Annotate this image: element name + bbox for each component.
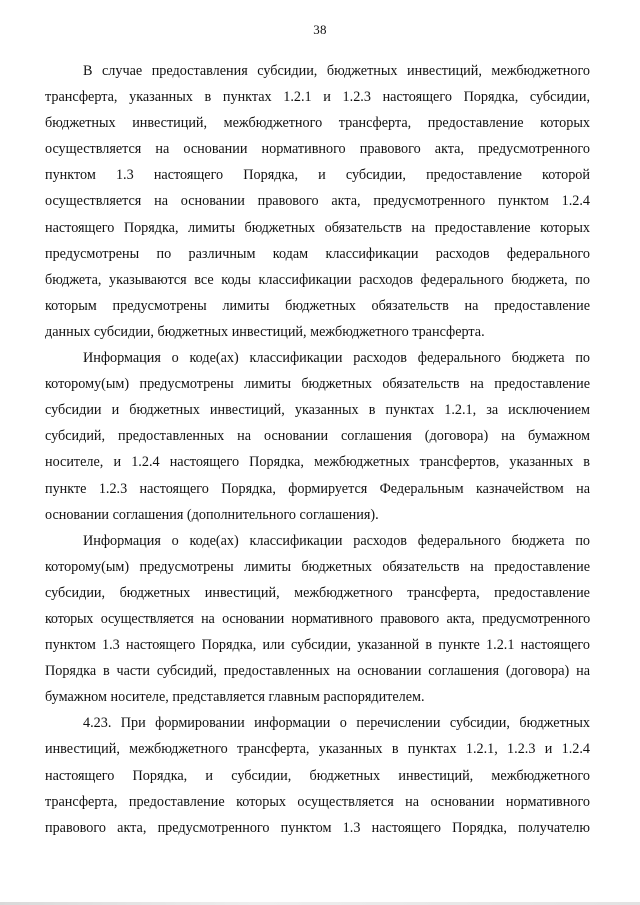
- text-line: которому(ым) предусмотрены лимиты бюджетных обязательств на предоставление: [45, 558, 590, 575]
- paragraph-2: [45, 345, 590, 528]
- paragraph-1: [45, 58, 590, 345]
- text-line: основании соглашения (дополнительного соглашения).: [45, 506, 379, 523]
- paragraph-4: [45, 710, 590, 840]
- text-line: Информация о коде(ах) классификации расходов федерального бюджета по: [83, 532, 590, 549]
- text-line: субсидии и бюджетных инвестиций, указанных в пунктах 1.2.1, за исключением: [45, 402, 590, 419]
- text-line: Информация о коде(ах) классификации расходов федерального бюджета по: [83, 350, 590, 367]
- text-line: носителе, и 1.2.4 настоящего Порядка, межбюджетных трансфертов, указанных в: [45, 454, 590, 471]
- text-line: пунктом 1.3 настоящего Порядка, и субсидии, предоставление которой: [45, 167, 590, 184]
- text-line: В случае предоставления субсидии, бюджетных инвестиций, межбюджетного: [83, 63, 590, 79]
- text-line: настоящего Порядка, и субсидии, бюджетных инвестиций, межбюджетного: [45, 767, 590, 784]
- text-line: субсидии, бюджетных инвестиций, межбюджетного трансферта, предоставление: [45, 584, 590, 601]
- text-line: которому(ым) предусмотрены лимиты бюджетных обязательств на предоставление: [45, 376, 590, 393]
- page-number: 38: [313, 22, 327, 37]
- text-line: 4.23. При формировании информации о перечислении субсидии, бюджетных: [83, 715, 590, 732]
- text-line: бюджета, указываются все коды классификации расходов федерального бюджета, по: [45, 271, 590, 288]
- paragraph-3: [45, 528, 590, 711]
- document-body: [45, 58, 590, 841]
- text-line: пункте 1.2.3 настоящего Порядка, формируется Федеральным казначейством на: [45, 480, 590, 497]
- text-line: бюджетных инвестиций, межбюджетного трансферта, предоставление которых: [45, 115, 590, 132]
- text-line: настоящего Порядка, лимиты бюджетных обязательств на предоставление которых: [45, 219, 590, 236]
- text-line: осуществляется на основании нормативного правового акта, предусмотренного: [45, 141, 590, 158]
- text-line: бумажном носителе, представляется главным распорядителем.: [45, 689, 425, 706]
- text-line: которым предусмотрены лимиты бюджетных обязательств на предоставление: [45, 297, 590, 314]
- text-line: трансферта, указанных в пунктах 1.2.1 и 1.2.3 настоящего Порядка, субсидии,: [45, 89, 590, 106]
- text-line: данных субсидии, бюджетных инвестиций, межбюджетного трансферта.: [45, 323, 485, 340]
- text-line: правового акта, предусмотренного пунктом 1.3 настоящего Порядка, получателю: [45, 819, 590, 836]
- text-line: предусмотрены по различным кодам классификации расходов федерального: [45, 245, 590, 262]
- text-line: которых осуществляется на основании нормативного правового акта, предусмотренного: [45, 610, 590, 627]
- text-line: пунктом 1.3 настоящего Порядка, или субсидии, указанной в пункте 1.2.1 настоящего: [45, 637, 590, 654]
- text-line: осуществляется на основании правового акта, предусмотренного пунктом 1.2.4: [45, 193, 590, 210]
- text-line: субсидий, предоставленных на основании соглашения (договора) на бумажном: [45, 428, 590, 445]
- text-line: Порядка в части субсидий, предоставленных на основании соглашения (договора) на: [45, 663, 590, 680]
- text-line: трансферта, предоставление которых осуществляется на основании нормативного: [45, 793, 590, 810]
- text-line: инвестиций, межбюджетного трансферта, указанных в пунктах 1.2.1, 1.2.3 и 1.2.4: [45, 741, 590, 758]
